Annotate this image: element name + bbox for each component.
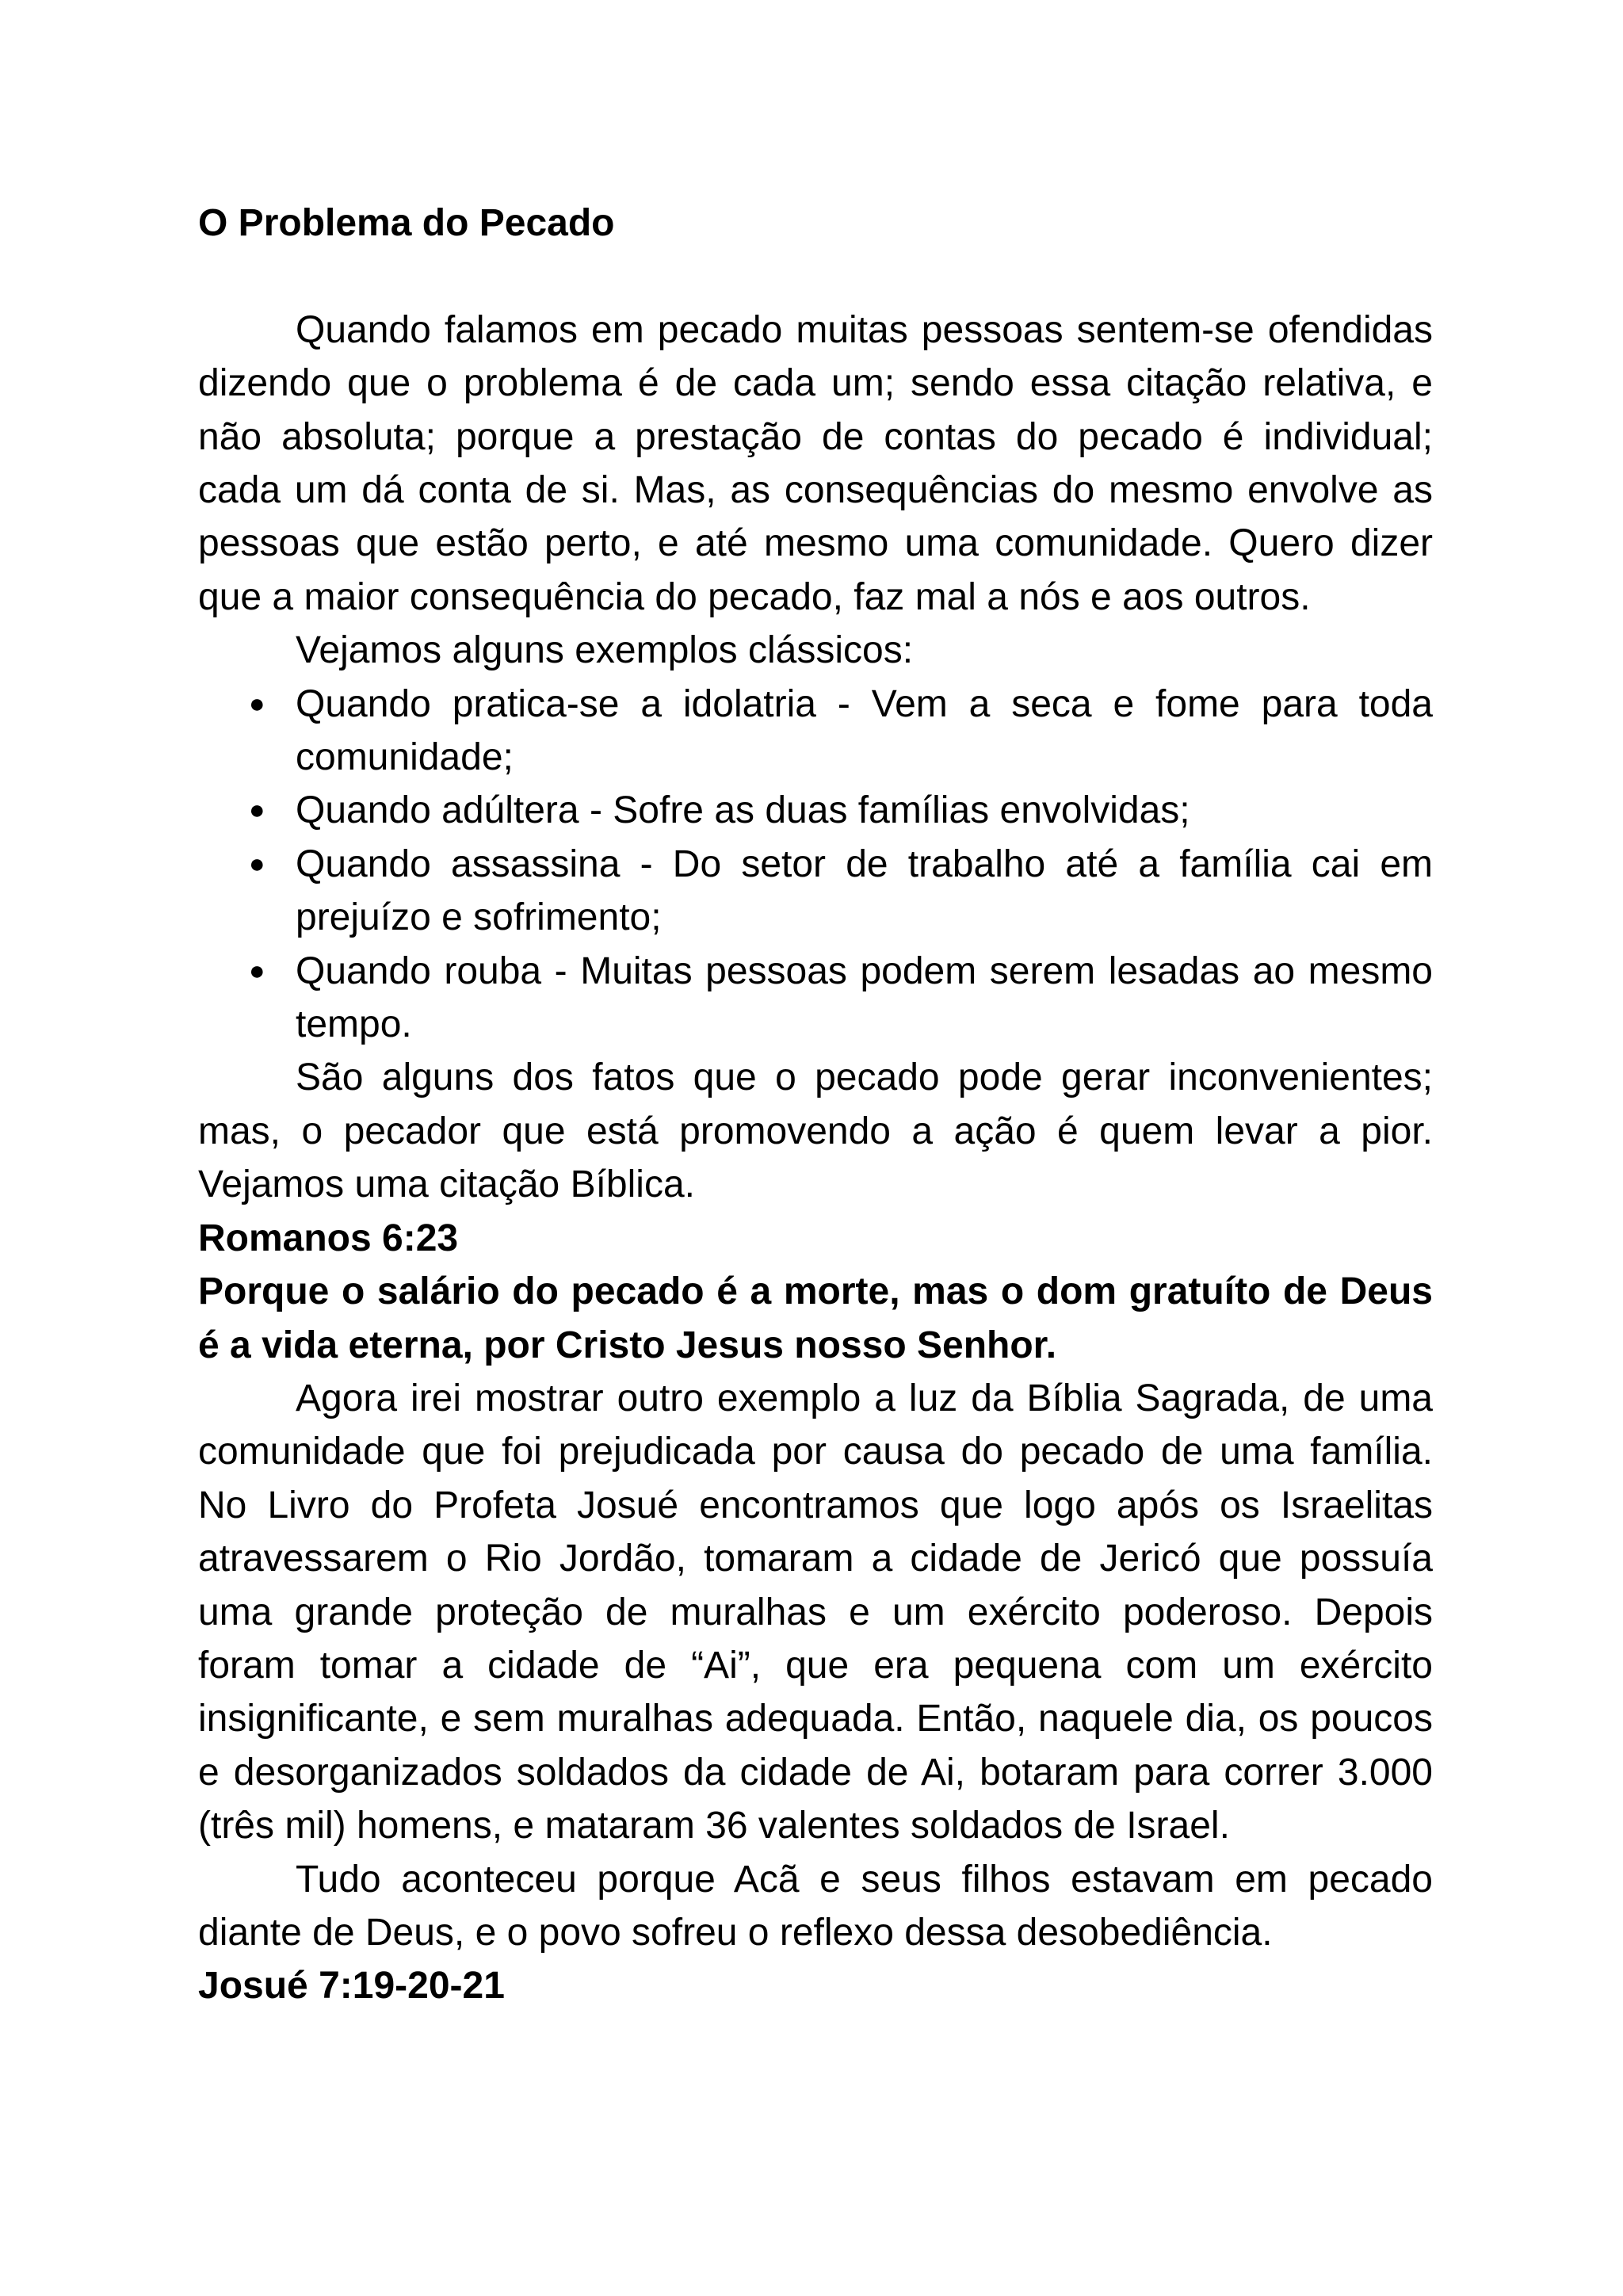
document-body xyxy=(198,197,1433,2013)
list-item xyxy=(198,784,1433,837)
examples-list xyxy=(198,678,1433,1052)
bullet-icon: ● xyxy=(249,688,265,719)
bullet-icon: ● xyxy=(249,955,265,986)
paragraph-ai-story: Agora irei mostrar outro exemplo a luz da Bíblia Sagrada, de uma comunidade que foi prejudicada por causa do pecado de uma família. No Livro do Profeta Josué encontramos que logo após os Israelitas atravessarem o Rio Jordão, tomaram a cidade de Jericó que possuía uma grande proteção de muralhas e um exército poderoso. Depois foram tomar a cidade de “Ai”, que era pequena com um exército insignificante, e sem muralhas adequada. Então, naquele dia, os poucos e desorganizados soldados da cidade de Ai, botaram para correr 3.000 (três mil) homens, e mataram 36 valentes soldados de Israel. xyxy=(198,1377,1433,1847)
list-item-text: Quando adúltera - Sofre as duas famílias envolvidas; xyxy=(296,789,1190,832)
bullet-icon: ● xyxy=(249,848,265,879)
list-item-text: Quando pratica-se a idolatria - Vem a seca e fome para toda comunidade; xyxy=(296,682,1433,779)
paragraph-conclusion: Tudo aconteceu porque Acã e seus filhos estavam em pecado diante de Deus, e o povo sofreu o reflexo dessa desobediência. xyxy=(198,1858,1433,1954)
list-item xyxy=(198,678,1433,785)
scripture-verse: Porque o salário do pecado é a morte, mas o dom gratuíto de Deus é a vida eterna, por Cristo Jesus nosso Senhor. xyxy=(198,1270,1433,1366)
list-item xyxy=(198,945,1433,1052)
bullet-icon: ● xyxy=(249,795,265,826)
list-item xyxy=(198,838,1433,945)
document-title: O Problema do Pecado xyxy=(198,202,615,244)
paragraph-facts: São alguns dos fatos que o pecado pode gerar inconvenientes; mas, o pecador que está promovendo a ação é quem levar a pior. Vejamos uma citação Bíblica. xyxy=(198,1056,1433,1206)
paragraph-examples-intro: Vejamos alguns exemplos clássicos: xyxy=(296,629,914,672)
list-item-text: Quando assassina - Do setor de trabalho até a família cai em prejuízo e sofrimento; xyxy=(296,842,1433,939)
paragraph-intro: Quando falamos em pecado muitas pessoas sentem-se ofendidas dizendo que o problema é de cada um; sendo essa citação relativa, e não absoluta; porque a prestação de contas do pecado é individual; cada um dá conta de si. Mas, as consequências do mesmo envolve as pessoas que estão perto, e até mesmo uma comunidade. Quero dizer que a maior consequência do pecado, faz mal a nós e aos outros. xyxy=(198,308,1433,618)
blank-line xyxy=(198,250,1433,303)
scripture-reference: Josué 7:19-20-21 xyxy=(198,1965,505,2008)
list-item-text: Quando rouba - Muitas pessoas podem serem lesadas ao mesmo tempo. xyxy=(296,949,1433,1046)
scripture-reference: Romanos 6:23 xyxy=(198,1217,459,1259)
